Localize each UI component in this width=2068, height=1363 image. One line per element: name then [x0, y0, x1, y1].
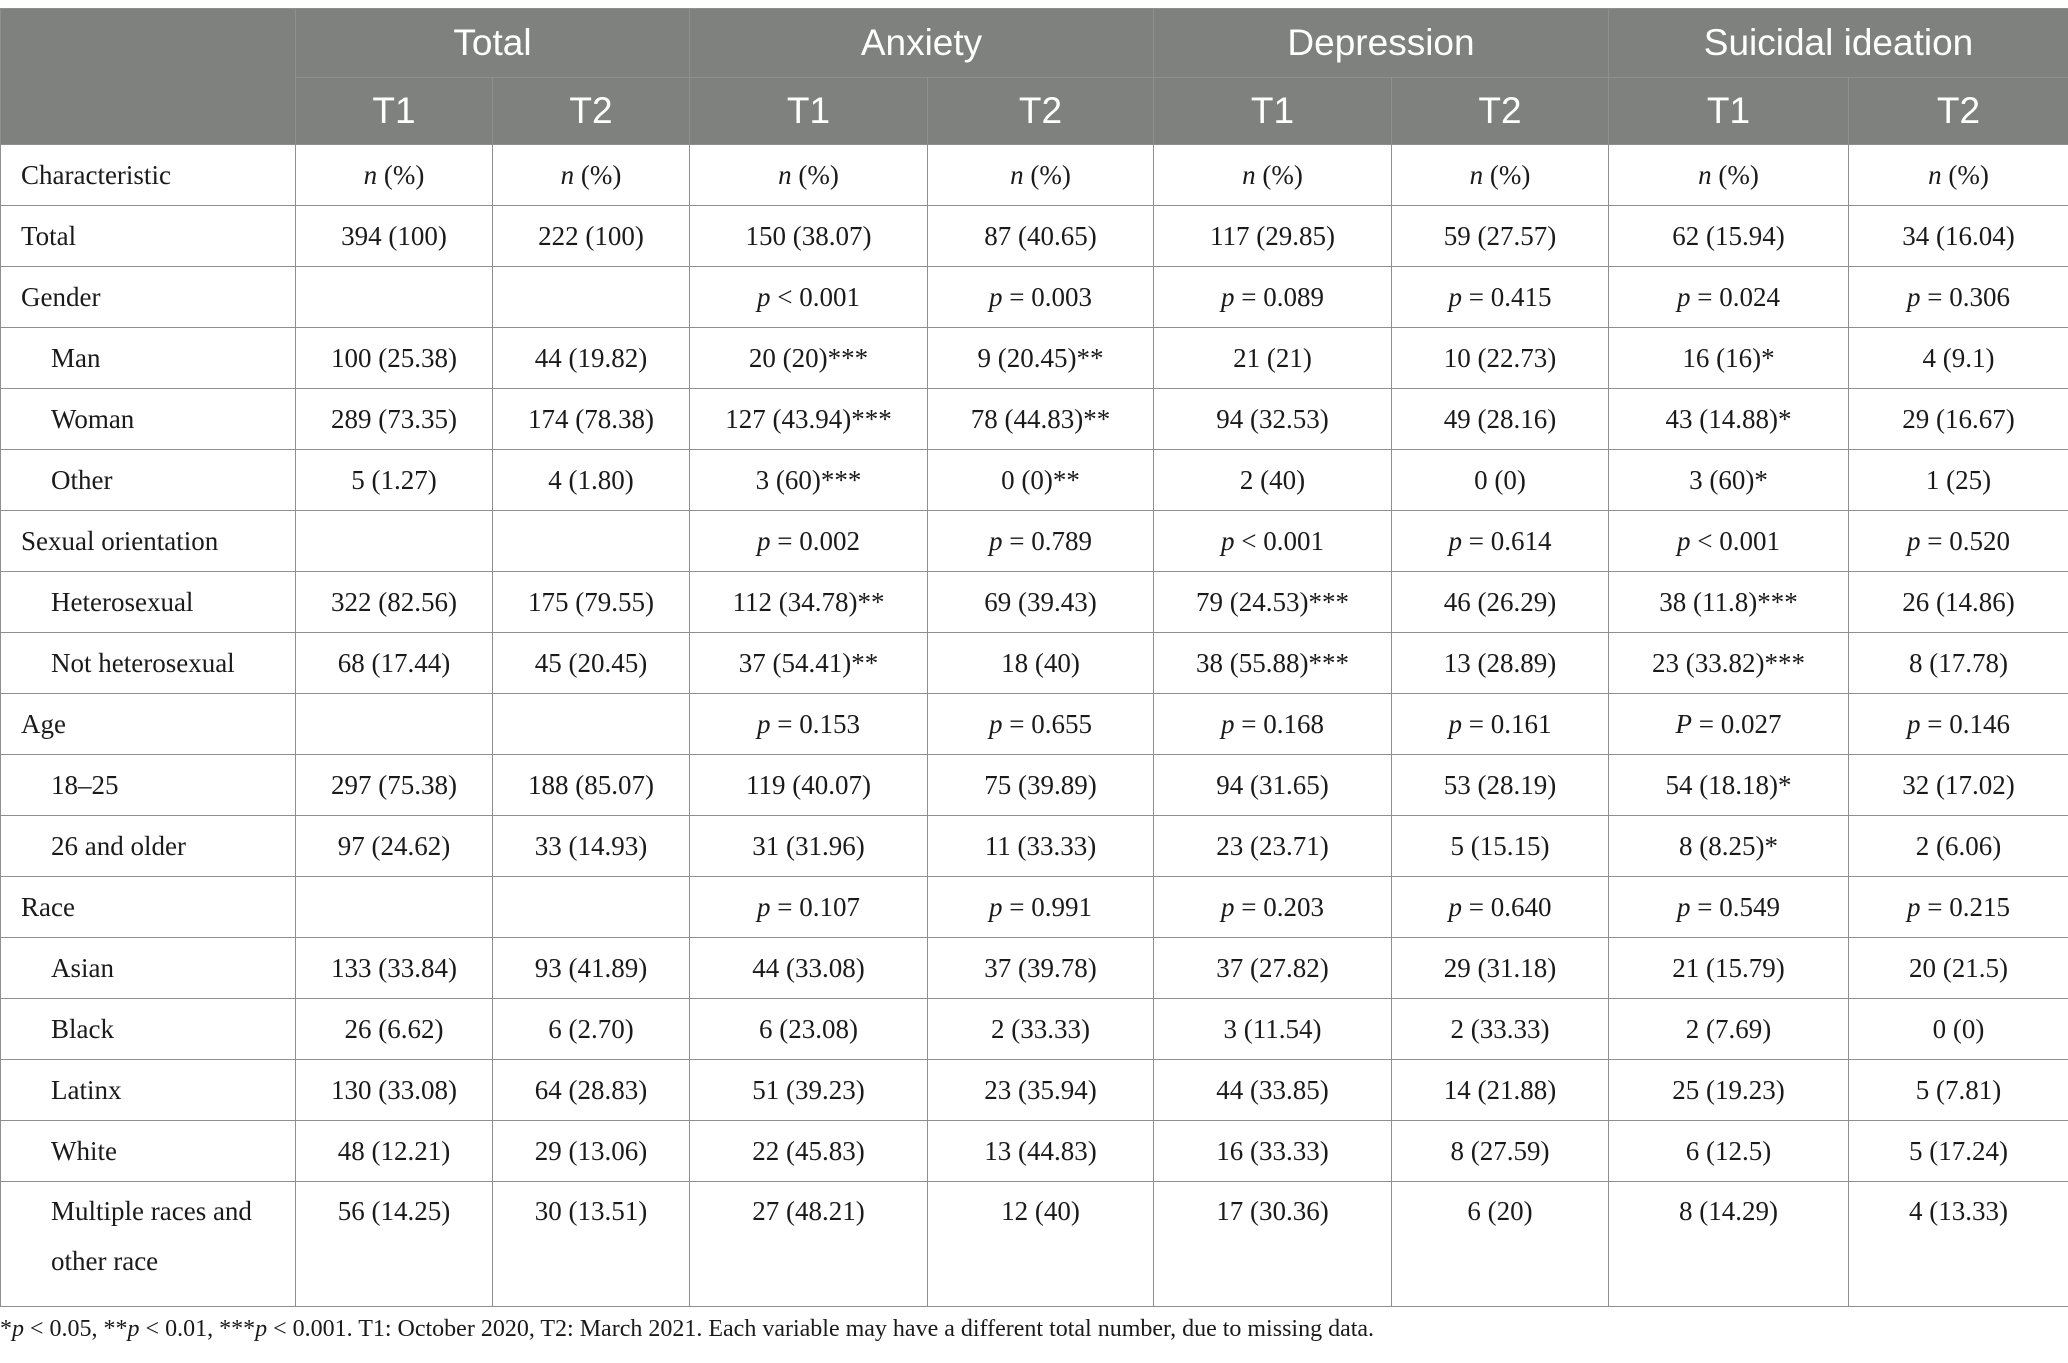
table-cell: p = 0.146 — [1849, 694, 2068, 755]
table-cell: 30 (13.51) — [493, 1182, 690, 1307]
table-cell: 289 (73.35) — [296, 389, 493, 450]
table-cell: 44 (19.82) — [493, 328, 690, 389]
row-label: Latinx — [1, 1060, 296, 1121]
group-header-total: Total — [296, 9, 690, 78]
time-header-cell: T2 — [1849, 78, 2068, 145]
table-cell: 94 (31.65) — [1154, 755, 1392, 816]
table-cell: 25 (19.23) — [1609, 1060, 1849, 1121]
table-cell: p = 0.215 — [1849, 877, 2068, 938]
row-label: Total — [1, 206, 296, 267]
table-cell: 9 (20.45)** — [928, 328, 1154, 389]
table-cell: n (%) — [690, 145, 928, 206]
table-cell: 87 (40.65) — [928, 206, 1154, 267]
table-cell: p < 0.001 — [1154, 511, 1392, 572]
row-label: Sexual orientation — [1, 511, 296, 572]
table-cell: 10 (22.73) — [1392, 328, 1609, 389]
table-cell: n (%) — [928, 145, 1154, 206]
table-cell: 20 (21.5) — [1849, 938, 2068, 999]
table-cell: 188 (85.07) — [493, 755, 690, 816]
table-cell: p < 0.001 — [1609, 511, 1849, 572]
row-label: 18–25 — [1, 755, 296, 816]
table-cell — [296, 877, 493, 938]
table-cell: n (%) — [1392, 145, 1609, 206]
table-cell: 75 (39.89) — [928, 755, 1154, 816]
row-label: Woman — [1, 389, 296, 450]
table-row — [1, 633, 2068, 694]
table-cell: 2 (6.06) — [1849, 816, 2068, 877]
table-cell: 32 (17.02) — [1849, 755, 2068, 816]
table-cell: P = 0.027 — [1609, 694, 1849, 755]
table-cell: p = 0.306 — [1849, 267, 2068, 328]
table-cell: 5 (17.24) — [1849, 1121, 2068, 1182]
table-cell: p = 0.203 — [1154, 877, 1392, 938]
table-cell: 5 (15.15) — [1392, 816, 1609, 877]
time-header-cell: T2 — [493, 78, 690, 145]
row-label: Man — [1, 328, 296, 389]
table-cell: 2 (40) — [1154, 450, 1392, 511]
table-cell: 4 (13.33) — [1849, 1182, 2068, 1307]
table-cell: 13 (28.89) — [1392, 633, 1609, 694]
time-header-cell: T1 — [690, 78, 928, 145]
table-cell: 16 (33.33) — [1154, 1121, 1392, 1182]
table-cell: 2 (33.33) — [1392, 999, 1609, 1060]
table-cell: 38 (11.8)*** — [1609, 572, 1849, 633]
row-label: Gender — [1, 267, 296, 328]
table-cell: 54 (18.18)* — [1609, 755, 1849, 816]
table-cell: p = 0.549 — [1609, 877, 1849, 938]
table-cell: 59 (27.57) — [1392, 206, 1609, 267]
time-header-cell: T1 — [296, 78, 493, 145]
table-cell: p = 0.107 — [690, 877, 928, 938]
table-cell: 51 (39.23) — [690, 1060, 928, 1121]
table-cell: p = 0.415 — [1392, 267, 1609, 328]
table-cell: 49 (28.16) — [1392, 389, 1609, 450]
table-cell: 322 (82.56) — [296, 572, 493, 633]
table-cell: 2 (33.33) — [928, 999, 1154, 1060]
table-cell: 26 (6.62) — [296, 999, 493, 1060]
table-cell: p = 0.655 — [928, 694, 1154, 755]
table-cell: 62 (15.94) — [1609, 206, 1849, 267]
table-row — [1, 206, 2068, 267]
table-cell: 37 (54.41)** — [690, 633, 928, 694]
table-cell: p = 0.520 — [1849, 511, 2068, 572]
table-cell: p = 0.002 — [690, 511, 928, 572]
table-cell: 29 (13.06) — [493, 1121, 690, 1182]
table-cell — [296, 511, 493, 572]
table-cell: 8 (17.78) — [1849, 633, 2068, 694]
table-cell: p = 0.153 — [690, 694, 928, 755]
table-cell: 79 (24.53)*** — [1154, 572, 1392, 633]
table-cell: 119 (40.07) — [690, 755, 928, 816]
row-label: 26 and older — [1, 816, 296, 877]
table-row — [1, 816, 2068, 877]
table-cell: 18 (40) — [928, 633, 1154, 694]
table-row — [1, 1121, 2068, 1182]
table-cell: 43 (14.88)* — [1609, 389, 1849, 450]
table-cell — [493, 267, 690, 328]
group-header-anxiety: Anxiety — [690, 9, 1154, 78]
table-row — [1, 145, 2068, 206]
table-row — [1, 877, 2068, 938]
table-cell: 46 (26.29) — [1392, 572, 1609, 633]
table-cell: p = 0.024 — [1609, 267, 1849, 328]
row-label: Heterosexual — [1, 572, 296, 633]
table-cell: 29 (31.18) — [1392, 938, 1609, 999]
table-body — [1, 145, 2068, 1307]
row-label: Black — [1, 999, 296, 1060]
table-cell: 11 (33.33) — [928, 816, 1154, 877]
table-cell: 174 (78.38) — [493, 389, 690, 450]
table-cell: 27 (48.21) — [690, 1182, 928, 1307]
table-row — [1, 694, 2068, 755]
table-cell: 297 (75.38) — [296, 755, 493, 816]
table-cell: 3 (60)* — [1609, 450, 1849, 511]
table-cell: p = 0.789 — [928, 511, 1154, 572]
table-cell: 26 (14.86) — [1849, 572, 2068, 633]
table-cell: 21 (15.79) — [1609, 938, 1849, 999]
table-cell: 93 (41.89) — [493, 938, 690, 999]
table-cell: 0 (0) — [1849, 999, 2068, 1060]
table-row — [1, 267, 2068, 328]
table-cell: 29 (16.67) — [1849, 389, 2068, 450]
table-cell: 23 (23.71) — [1154, 816, 1392, 877]
table-cell: 44 (33.85) — [1154, 1060, 1392, 1121]
table-cell: 2 (7.69) — [1609, 999, 1849, 1060]
header-corner-cell — [1, 9, 296, 145]
table-cell: 20 (20)*** — [690, 328, 928, 389]
table-cell: 34 (16.04) — [1849, 206, 2068, 267]
table-row — [1, 938, 2068, 999]
time-header-row — [1, 78, 2068, 145]
table-cell — [296, 267, 493, 328]
time-header-cell: T2 — [928, 78, 1154, 145]
table-cell: 222 (100) — [493, 206, 690, 267]
table-cell: 175 (79.55) — [493, 572, 690, 633]
table-cell: 23 (33.82)*** — [1609, 633, 1849, 694]
table-row — [1, 1182, 2068, 1307]
table-cell: 31 (31.96) — [690, 816, 928, 877]
table-footnote: *p < 0.05, **p < 0.01, ***p < 0.001. T1: October 2020, T2: March 2021. Each variable may have a different total number, due to missing data. — [0, 1316, 1375, 1342]
table-cell: n (%) — [296, 145, 493, 206]
table-cell — [493, 511, 690, 572]
results-table — [0, 8, 2068, 1307]
table-cell: 133 (33.84) — [296, 938, 493, 999]
table-cell: 6 (2.70) — [493, 999, 690, 1060]
row-label: Other — [1, 450, 296, 511]
table-cell: 100 (25.38) — [296, 328, 493, 389]
table-cell: p < 0.001 — [690, 267, 928, 328]
table-row — [1, 572, 2068, 633]
table-cell: 37 (39.78) — [928, 938, 1154, 999]
table-cell — [296, 694, 493, 755]
table-row — [1, 511, 2068, 572]
table-cell: 112 (34.78)** — [690, 572, 928, 633]
table-cell: p = 0.991 — [928, 877, 1154, 938]
table-cell: 94 (32.53) — [1154, 389, 1392, 450]
table-cell: 117 (29.85) — [1154, 206, 1392, 267]
table-cell: 64 (28.83) — [493, 1060, 690, 1121]
table-cell: 150 (38.07) — [690, 206, 928, 267]
time-header-cell: T1 — [1154, 78, 1392, 145]
table-cell: 6 (23.08) — [690, 999, 928, 1060]
time-header-cell: T2 — [1392, 78, 1609, 145]
table-cell: 4 (1.80) — [493, 450, 690, 511]
table-cell: 17 (30.36) — [1154, 1182, 1392, 1307]
row-label: Asian — [1, 938, 296, 999]
table-cell: 45 (20.45) — [493, 633, 690, 694]
table-cell: 12 (40) — [928, 1182, 1154, 1307]
table-cell: 8 (14.29) — [1609, 1182, 1849, 1307]
row-label: Age — [1, 694, 296, 755]
row-label: White — [1, 1121, 296, 1182]
table-row — [1, 389, 2068, 450]
table-cell: p = 0.614 — [1392, 511, 1609, 572]
table-cell: 14 (21.88) — [1392, 1060, 1609, 1121]
table-cell: 97 (24.62) — [296, 816, 493, 877]
table-cell: 8 (8.25)* — [1609, 816, 1849, 877]
table-row — [1, 450, 2068, 511]
table-row — [1, 1060, 2068, 1121]
table-cell: 53 (28.19) — [1392, 755, 1609, 816]
row-label: Multiple races and other race — [1, 1182, 296, 1307]
table-cell: p = 0.003 — [928, 267, 1154, 328]
group-header-row — [1, 9, 2068, 78]
table-cell: p = 0.161 — [1392, 694, 1609, 755]
table-cell: 48 (12.21) — [296, 1121, 493, 1182]
table-cell: 8 (27.59) — [1392, 1121, 1609, 1182]
table-cell: 16 (16)* — [1609, 328, 1849, 389]
table-cell: p = 0.089 — [1154, 267, 1392, 328]
table-cell: 68 (17.44) — [296, 633, 493, 694]
group-header-depression: Depression — [1154, 9, 1609, 78]
row-label: Race — [1, 877, 296, 938]
table-cell: 4 (9.1) — [1849, 328, 2068, 389]
table-row — [1, 999, 2068, 1060]
table-cell: 33 (14.93) — [493, 816, 690, 877]
table-row — [1, 755, 2068, 816]
table-cell: 0 (0) — [1392, 450, 1609, 511]
table-cell: 5 (1.27) — [296, 450, 493, 511]
table-cell: 23 (35.94) — [928, 1060, 1154, 1121]
table-cell: 127 (43.94)*** — [690, 389, 928, 450]
table-cell: n (%) — [1609, 145, 1849, 206]
row-label: Not heterosexual — [1, 633, 296, 694]
table-cell: p = 0.168 — [1154, 694, 1392, 755]
row-label: Characteristic — [1, 145, 296, 206]
table-cell — [493, 877, 690, 938]
table-cell: 3 (11.54) — [1154, 999, 1392, 1060]
table-cell: 44 (33.08) — [690, 938, 928, 999]
table-cell: 6 (12.5) — [1609, 1121, 1849, 1182]
table-cell: 69 (39.43) — [928, 572, 1154, 633]
table-row — [1, 328, 2068, 389]
table-cell: 78 (44.83)** — [928, 389, 1154, 450]
table-cell: n (%) — [1154, 145, 1392, 206]
table-cell: n (%) — [1849, 145, 2068, 206]
table-cell: 0 (0)** — [928, 450, 1154, 511]
table-cell: 38 (55.88)*** — [1154, 633, 1392, 694]
table-cell: 5 (7.81) — [1849, 1060, 2068, 1121]
time-header-cell: T1 — [1609, 78, 1849, 145]
table-cell: 56 (14.25) — [296, 1182, 493, 1307]
table-cell: p = 0.640 — [1392, 877, 1609, 938]
table-cell: 22 (45.83) — [690, 1121, 928, 1182]
table-cell: n (%) — [493, 145, 690, 206]
table-cell: 13 (44.83) — [928, 1121, 1154, 1182]
table-cell: 6 (20) — [1392, 1182, 1609, 1307]
table-cell: 394 (100) — [296, 206, 493, 267]
table-cell: 1 (25) — [1849, 450, 2068, 511]
table-cell: 37 (27.82) — [1154, 938, 1392, 999]
table-cell: 21 (21) — [1154, 328, 1392, 389]
table-cell — [493, 694, 690, 755]
group-header-suicidal-ideation: Suicidal ideation — [1609, 9, 2068, 78]
table-cell: 130 (33.08) — [296, 1060, 493, 1121]
table-cell: 3 (60)*** — [690, 450, 928, 511]
